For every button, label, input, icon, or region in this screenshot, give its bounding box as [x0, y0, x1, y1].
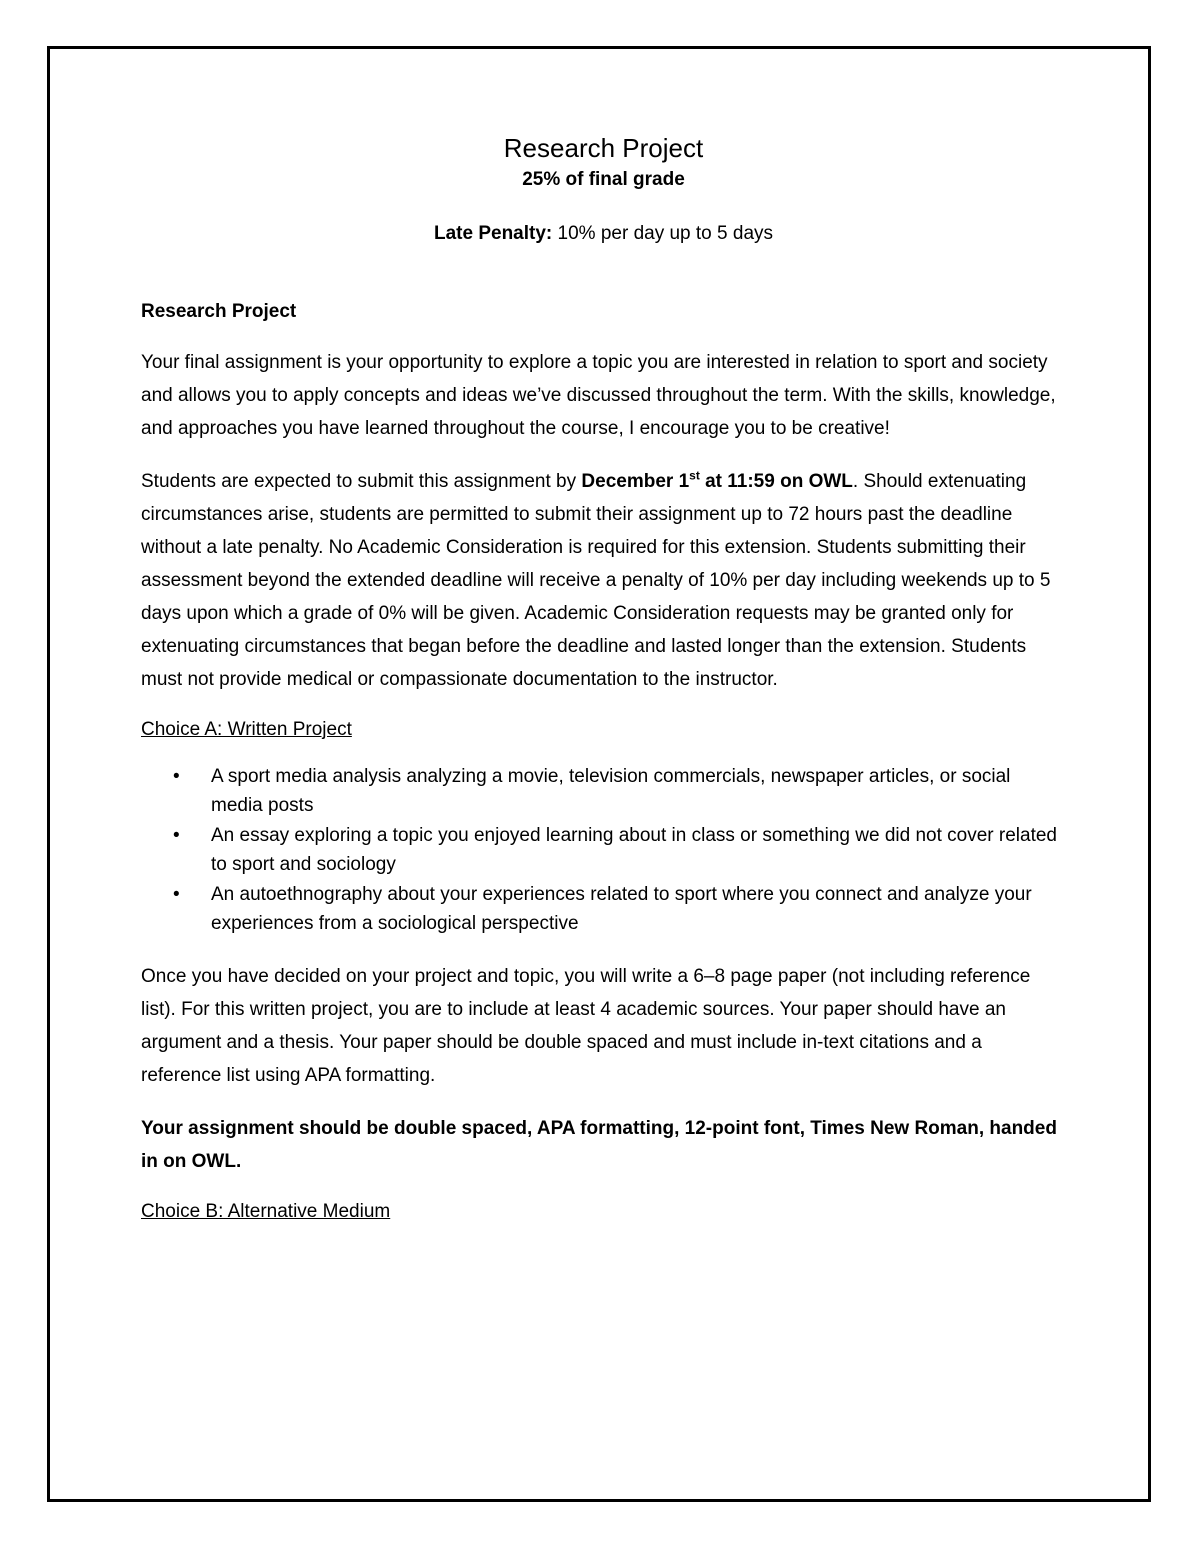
list-item: • An autoethnography about your experiences related to sport where you connect and analyze your experiences from a sociological perspective	[211, 880, 1066, 938]
paper-requirements-paragraph: Once you have decided on your project and topic, you will write a 6–8 page paper (not including reference list). For this written project, you are to include at least 4 academic sources. Your paper should have an argument and a thesis. Your paper should be double spaced and must include in-text citations and a reference list using APA formatting.	[141, 966, 1031, 1086]
deadline-lead: Students are expected to submit this assignment by	[141, 471, 582, 492]
intro-paragraph: Your final assignment is your opportunity to explore a topic you are interested in relation to sport and society and allows you to apply concepts and ideas we’ve discussed throughout the term. With the skills, knowledge, and approaches you have learned throughout the course, I encourage you to be creative!	[141, 352, 1056, 439]
format-requirements-paragraph: Your assignment should be double spaced, APA formatting, 12-point font, Times New Roman, handed in on OWL.	[141, 1118, 1057, 1172]
bullet-icon: •	[173, 825, 180, 846]
late-penalty-line	[141, 220, 1066, 248]
bullet-icon: •	[173, 884, 180, 905]
deadline-time: at 11:59 on OWL	[699, 471, 853, 492]
document-title: Research Project	[503, 133, 704, 163]
section-heading: Research Project	[141, 301, 297, 322]
deadline-rest: . Should extenuating circumstances arise, students are permitted to submit their assignment up to 72 hours past the deadline without a late penalty. No Academic Consideration is required for this extension. Students submitting their assessment beyond the extended deadline will receive a penalty of 10% per day including weekends up to 5 days upon which a grade of 0% will be given. Academic Consideration requests may be granted only for extenuating circumstances that began before the deadline and lasted longer than the extension. Students must not provide medical or compassionate documentation to the instructor.	[141, 471, 1051, 690]
list-item: • An essay exploring a topic you enjoyed learning about in class or something we did not cover related to sport and sociology	[211, 821, 1066, 879]
choice-b-heading: Choice B: Alternative Medium	[141, 1201, 391, 1222]
deadline-date: December 1st at 11:59 on OWL	[581, 468, 853, 492]
choice-a-heading: Choice A: Written Project	[141, 719, 352, 740]
choice-a-options	[141, 762, 1066, 938]
late-penalty-value: 10% per day up to 5 days	[552, 223, 774, 244]
late-penalty-label: Late Penalty:	[433, 223, 553, 244]
document-content	[141, 130, 1066, 1226]
deadline-date-suffix: st	[689, 468, 700, 483]
list-item: • A sport media analysis analyzing a movie, television commercials, newspaper articles, or social media posts	[211, 762, 1066, 820]
grade-weight: 25% of final grade	[522, 169, 685, 190]
bullet-icon: •	[173, 766, 180, 787]
deadline-paragraph	[141, 465, 1066, 696]
